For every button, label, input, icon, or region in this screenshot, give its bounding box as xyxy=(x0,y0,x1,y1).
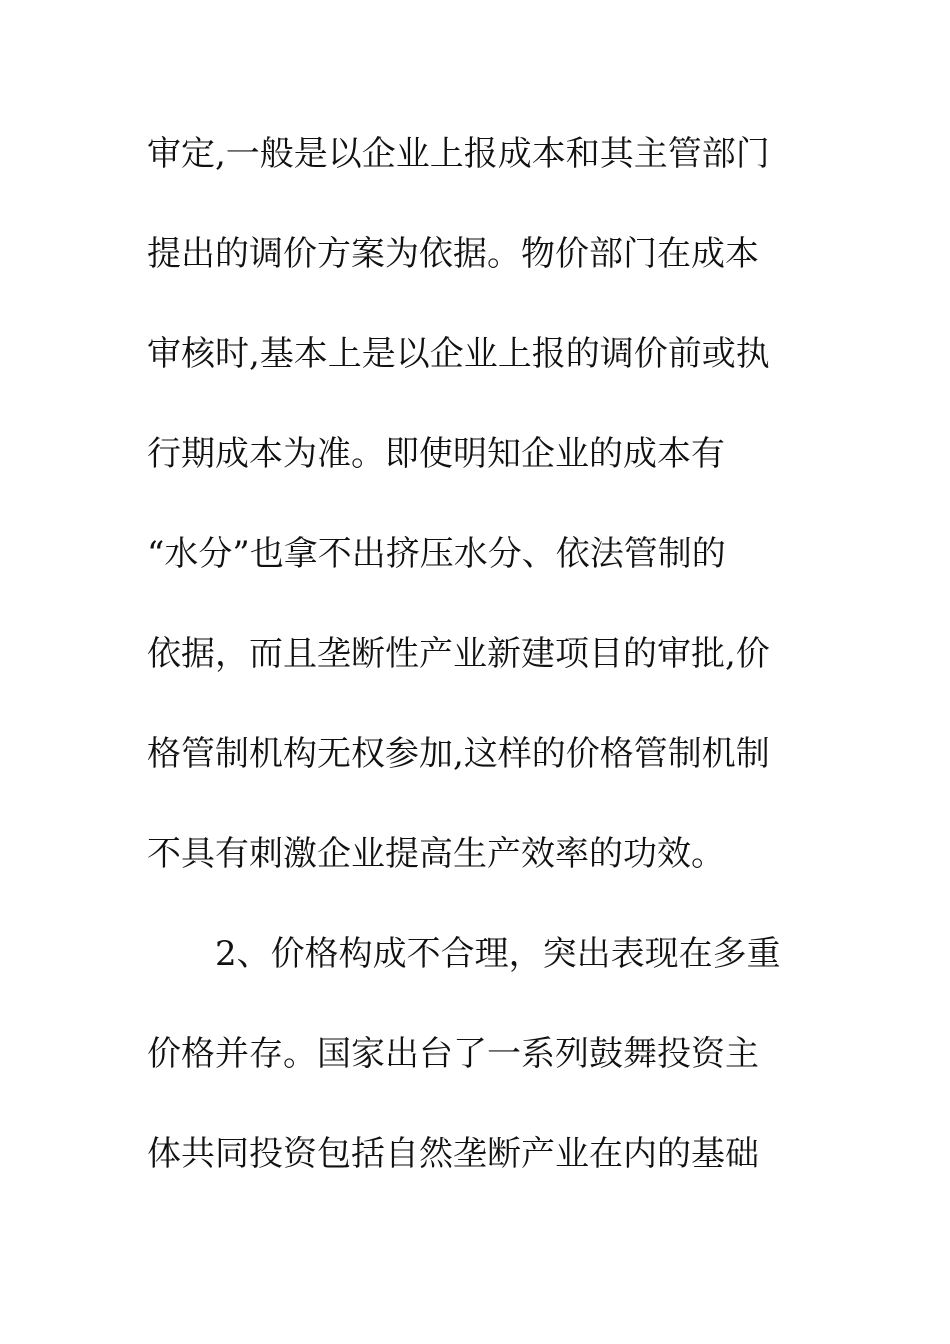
text-line: 提出的调价方案为依据。物价部门在成本 xyxy=(147,234,759,274)
paragraph-start-line: 2、价格构成不合理，突出表现在多重 xyxy=(215,934,781,974)
text-line: 格管制机构无权参加,这样的价格管制机制 xyxy=(147,734,770,774)
text-line: 审核时,基本上是以企业上报的调价前或执 xyxy=(147,334,770,374)
text-line: 依据，而且垄断性产业新建项目的审批,价 xyxy=(147,634,770,674)
text-line: 审定,一般是以企业上报成本和其主管部门 xyxy=(147,134,770,174)
text-line: 价格并存。国家出台了一系列鼓舞投资主 xyxy=(147,1034,759,1074)
text-line: “水分”也拿不出挤压水分、依法管制的 xyxy=(147,534,726,574)
text-line: 不具有刺激企业提高生产效率的功效。 xyxy=(147,834,725,874)
text-line: 行期成本为准。即使明知企业的成本有 xyxy=(147,434,725,474)
text-line: 体共同投资包括自然垄断产业在内的基础 xyxy=(147,1134,759,1174)
body-text xyxy=(147,122,807,1222)
